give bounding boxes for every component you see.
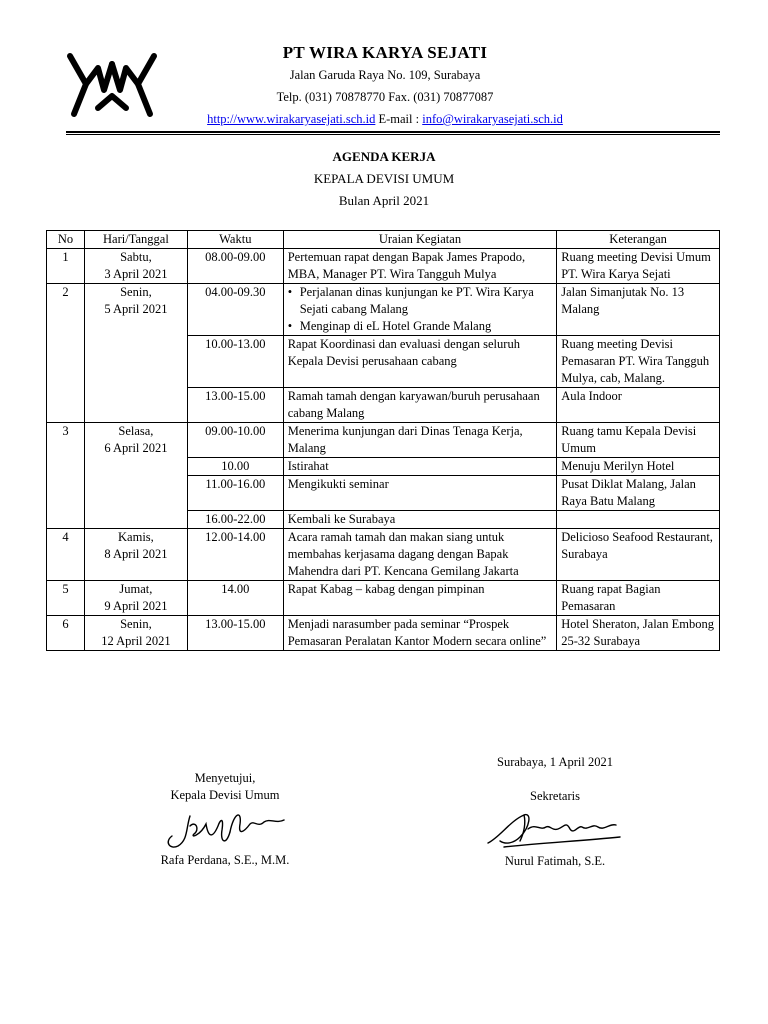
cell-note xyxy=(557,511,720,529)
cell-day: Senin, xyxy=(120,285,152,299)
cell-time: 13.00-15.00 xyxy=(187,388,283,423)
cell-day-date xyxy=(84,529,187,581)
cell-note: Ruang meeting Devisi Umum PT. Wira Karya Sejati xyxy=(557,249,720,284)
secretary-signature xyxy=(480,807,630,853)
activity-bullet-item: • Menginap di eL Hotel Grande Malang xyxy=(288,318,553,335)
company-address: Jalan Garuda Raya No. 109, Surabaya xyxy=(289,68,481,82)
cell-day: Senin, xyxy=(120,617,152,631)
activity-bullets xyxy=(288,284,553,335)
company-name: PT WIRA KARYA SEJATI xyxy=(282,43,488,62)
cell-note: Jalan Simanjutak No. 13 Malang xyxy=(557,284,720,336)
cell-note: Hotel Sheraton, Jalan Embong 25-32 Surabaya xyxy=(557,616,720,651)
secretary-name: Nurul Fatimah, S.E. xyxy=(504,854,606,868)
cell-date: 9 April 2021 xyxy=(104,599,168,613)
cell-activity: Acara ramah tamah dan makan siang untuk membahas kerjasama dagang dengan Bapak Mahendra dari PT. Kencana Gemilang Jakarta xyxy=(283,529,557,581)
table-row xyxy=(47,616,720,651)
agenda-table xyxy=(46,230,720,651)
cell-activity: Istirahat xyxy=(283,458,557,476)
agenda-body xyxy=(47,249,720,651)
approval-label: Menyetujui, xyxy=(194,771,256,785)
cell-date: 3 April 2021 xyxy=(104,267,168,281)
signature-right xyxy=(460,754,650,870)
approver-title: Kepala Devisi Umum xyxy=(170,788,280,802)
cell-day-date xyxy=(84,581,187,616)
cell-day: Selasa, xyxy=(118,424,154,438)
cell-note: Pusat Diklat Malang, Jalan Raya Batu Malang xyxy=(557,476,720,511)
cell-time: 16.00-22.00 xyxy=(187,511,283,529)
company-logo xyxy=(64,50,160,120)
cell-time: 14.00 xyxy=(187,581,283,616)
cell-activity: Ramah tamah dengan karyawan/buruh perusahaan cabang Malang xyxy=(283,388,557,423)
cell-time: 08.00-09.00 xyxy=(187,249,283,284)
letterhead-rule xyxy=(66,131,720,133)
cell-date: 6 April 2021 xyxy=(104,441,168,455)
cell-no: 2 xyxy=(47,284,85,423)
cell-activity: Rapat Koordinasi dan evaluasi dengan seluruh Kepala Devisi perusahaan cabang xyxy=(283,336,557,388)
cell-no: 1 xyxy=(47,249,85,284)
cell-day: Kamis, xyxy=(118,530,154,544)
document-title: AGENDA KERJA xyxy=(332,149,436,164)
cell-time: 09.00-10.00 xyxy=(187,423,283,458)
cell-activity: Menjadi narasumber pada seminar “Prospek Pemasaran Peralatan Kantor Modern secara online” xyxy=(283,616,557,651)
table-row xyxy=(47,581,720,616)
place-date: Surabaya, 1 April 2021 xyxy=(497,755,613,769)
cell-no: 4 xyxy=(47,529,85,581)
secretary-title: Sekretaris xyxy=(530,789,580,803)
cell-note: Ruang meeting Devisi Pemasaran PT. Wira Tangguh Mulya, cab, Malang. xyxy=(557,336,720,388)
cell-time: 13.00-15.00 xyxy=(187,616,283,651)
company-contact xyxy=(180,108,590,130)
document-heading xyxy=(0,146,768,212)
cell-date: 8 April 2021 xyxy=(104,547,168,561)
cell-date: 12 April 2021 xyxy=(101,634,171,648)
activity-bullet-item: • Perjalanan dinas kunjungan ke PT. Wira Karya Sejati cabang Malang xyxy=(288,284,553,318)
email-label: E-mail : xyxy=(375,112,423,126)
cell-no: 5 xyxy=(47,581,85,616)
cell-date: 5 April 2021 xyxy=(104,302,168,316)
cell-day-date xyxy=(84,284,187,423)
cell-time: 10.00 xyxy=(187,458,283,476)
cell-day: Jumat, xyxy=(119,582,153,596)
cell-activity: Mengikukti seminar xyxy=(283,476,557,511)
cell-note: Ruang tamu Kepala Devisi Umum xyxy=(557,423,720,458)
cell-day-date xyxy=(84,249,187,284)
header-time: Waktu xyxy=(187,231,283,249)
cell-note: Aula Indoor xyxy=(557,388,720,423)
table-header-row xyxy=(47,231,720,249)
cell-activity: Pertemuan rapat dengan Bapak James Prapodo, MBA, Manager PT. Wira Tangguh Mulya xyxy=(283,249,557,284)
cell-time: 04.00-09.30 xyxy=(187,284,283,336)
letterhead-rule-thin xyxy=(66,134,720,135)
table-row xyxy=(47,529,720,581)
company-phone: Telp. (031) 70878770 Fax. (031) 70877087 xyxy=(276,90,494,104)
cell-activity: Rapat Kabag – kabag dengan pimpinan xyxy=(283,581,557,616)
cell-no: 6 xyxy=(47,616,85,651)
signature-left xyxy=(130,770,320,869)
cell-activity xyxy=(283,284,557,336)
header-activity: Uraian Kegiatan xyxy=(283,231,557,249)
email-link[interactable]: info@wirakaryasejati.sch.id xyxy=(422,112,563,126)
cell-note: Menuju Merilyn Hotel xyxy=(557,458,720,476)
letterhead xyxy=(180,42,590,130)
table-row xyxy=(47,284,720,336)
cell-time: 11.00-16.00 xyxy=(187,476,283,511)
cell-note: Ruang rapat Bagian Pemasaran xyxy=(557,581,720,616)
cell-day-date xyxy=(84,616,187,651)
cell-time: 12.00-14.00 xyxy=(187,529,283,581)
approver-signature xyxy=(160,806,290,852)
cell-day-date xyxy=(84,423,187,529)
document-subtitle: KEPALA DEVISI UMUM xyxy=(313,171,455,186)
document-period: Bulan April 2021 xyxy=(338,193,430,208)
cell-activity: Menerima kunjungan dari Dinas Tenaga Kerja, Malang xyxy=(283,423,557,458)
cell-note: Delicioso Seafood Restaurant, Surabaya xyxy=(557,529,720,581)
header-note: Keterangan xyxy=(557,231,720,249)
table-row xyxy=(47,423,720,458)
cell-activity: Kembali ke Surabaya xyxy=(283,511,557,529)
cell-no: 3 xyxy=(47,423,85,529)
website-link[interactable]: http://www.wirakaryasejati.sch.id xyxy=(207,112,376,126)
cell-day: Sabtu, xyxy=(120,250,152,264)
header-no: No xyxy=(47,231,85,249)
approver-name: Rafa Perdana, S.E., M.M. xyxy=(160,853,290,867)
header-day: Hari/Tanggal xyxy=(84,231,187,249)
cell-time: 10.00-13.00 xyxy=(187,336,283,388)
table-row xyxy=(47,249,720,284)
